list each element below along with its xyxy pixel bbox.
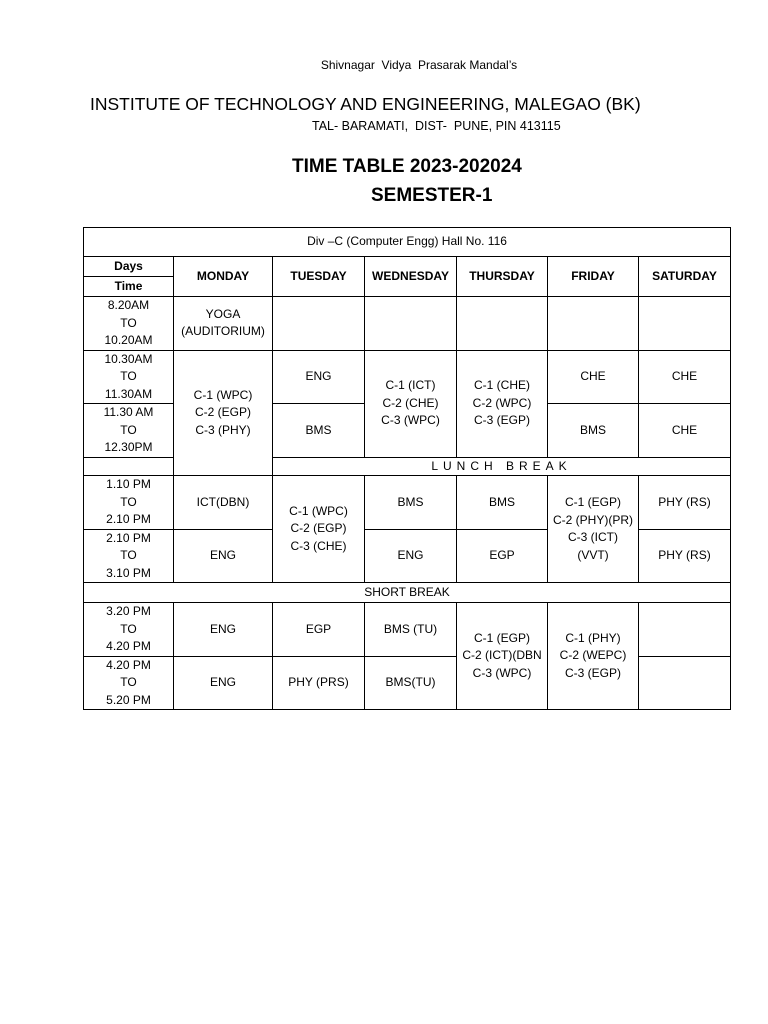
cell-wed-s5: ENG (365, 529, 457, 583)
semester-title: SEMESTER-1 (371, 185, 493, 206)
cell-thu-s5: EGP (457, 529, 548, 583)
cell-wed-s7: BMS(TU) (365, 656, 457, 710)
day-header-thursday: THURSDAY (457, 257, 548, 297)
cell-mon-s7: ENG (174, 656, 273, 710)
cell-fri-s1 (548, 297, 639, 351)
cell-fri-s67: C-1 (PHY) C-2 (WEPC) C-3 (EGP) (548, 603, 639, 710)
lunch-break: LUNCH BREAK (273, 457, 731, 476)
time-label: Time (84, 277, 174, 297)
cell-tue-s1 (273, 297, 365, 351)
day-header-monday: MONDAY (174, 257, 273, 297)
table-title-row (84, 228, 731, 257)
cell-sat-s7 (639, 656, 731, 710)
cell-sat-s5: PHY (RS) (639, 529, 731, 583)
header-row (84, 257, 731, 277)
cell-wed-s6: BMS (TU) (365, 603, 457, 657)
cell-fri-s3: BMS (548, 404, 639, 458)
cell-tue-s3: BMS (273, 404, 365, 458)
cell-sat-s6 (639, 603, 731, 657)
time-slot: 8.20AM TO 10.20AM (84, 297, 174, 351)
cell-mon-s6: ENG (174, 603, 273, 657)
cell-mon-s5: ENG (174, 529, 273, 583)
time-slot: 11.30 AM TO 12.30PM (84, 404, 174, 458)
cell-tue-s2: ENG (273, 350, 365, 404)
timetable-title: TIME TABLE 2023-202024 (292, 156, 522, 177)
time-slot: 4.20 PM TO 5.20 PM (84, 656, 174, 710)
cell-thu-s67: C-1 (EGP) C-2 (ICT)(DBN C-3 (WPC) (457, 603, 548, 710)
cell-tue-s7: PHY (PRS) (273, 656, 365, 710)
institute-name: INSTITUTE OF TECHNOLOGY AND ENGINEERING, MALEGAO (BK) (90, 94, 641, 114)
cell-thu-s1 (457, 297, 548, 351)
time-slot: 1.10 PM TO 2.10 PM (84, 476, 174, 530)
cell-wed-s4: BMS (365, 476, 457, 530)
timetable (83, 227, 731, 710)
cell-tue-s45: C-1 (WPC) C-2 (EGP) C-3 (CHE) (273, 476, 365, 583)
table-row (84, 350, 731, 404)
day-header-wednesday: WEDNESDAY (365, 257, 457, 297)
institute-address: TAL- BARAMATI, DIST- PUNE, PIN 413115 (312, 119, 561, 133)
time-slot: 3.20 PM TO 4.20 PM (84, 603, 174, 657)
cell-sat-s1 (639, 297, 731, 351)
day-header-tuesday: TUESDAY (273, 257, 365, 297)
cell-mon-s23: C-1 (WPC) C-2 (EGP) C-3 (PHY) (174, 350, 273, 476)
table-row (84, 476, 731, 530)
cell-wed-s1 (365, 297, 457, 351)
table-row (84, 297, 731, 351)
mandal-name: Shivnagar Vidya Prasarak Mandal’s (320, 58, 518, 72)
days-label: Days (84, 257, 174, 277)
short-break: SHORT BREAK (84, 583, 731, 603)
time-slot: 2.10 PM TO 3.10 PM (84, 529, 174, 583)
short-break-row (84, 583, 731, 603)
table-row (84, 603, 731, 657)
division-title: Div –C (Computer Engg) Hall No. 116 (84, 228, 731, 257)
day-header-friday: FRIDAY (548, 257, 639, 297)
cell-fri-s45: C-1 (EGP) C-2 (PHY)(PR) C-3 (ICT) (VVT) (548, 476, 639, 583)
time-slot: 10.30AM TO 11.30AM (84, 350, 174, 404)
cell-fri-s2: CHE (548, 350, 639, 404)
cell-sat-s4: PHY (RS) (639, 476, 731, 530)
cell-thu-s23: C-1 (CHE) C-2 (WPC) C-3 (EGP) (457, 350, 548, 457)
cell-thu-s4: BMS (457, 476, 548, 530)
cell-wed-s23: C-1 (ICT) C-2 (CHE) C-3 (WPC) (365, 350, 457, 457)
cell-sat-s2: CHE (639, 350, 731, 404)
cell-mon-s1: YOGA (AUDITORIUM) (174, 297, 273, 351)
lunch-time-blank (84, 457, 174, 476)
cell-tue-s6: EGP (273, 603, 365, 657)
day-header-saturday: SATURDAY (639, 257, 731, 297)
cell-sat-s3: CHE (639, 404, 731, 458)
cell-mon-s4: ICT(DBN) (174, 476, 273, 530)
